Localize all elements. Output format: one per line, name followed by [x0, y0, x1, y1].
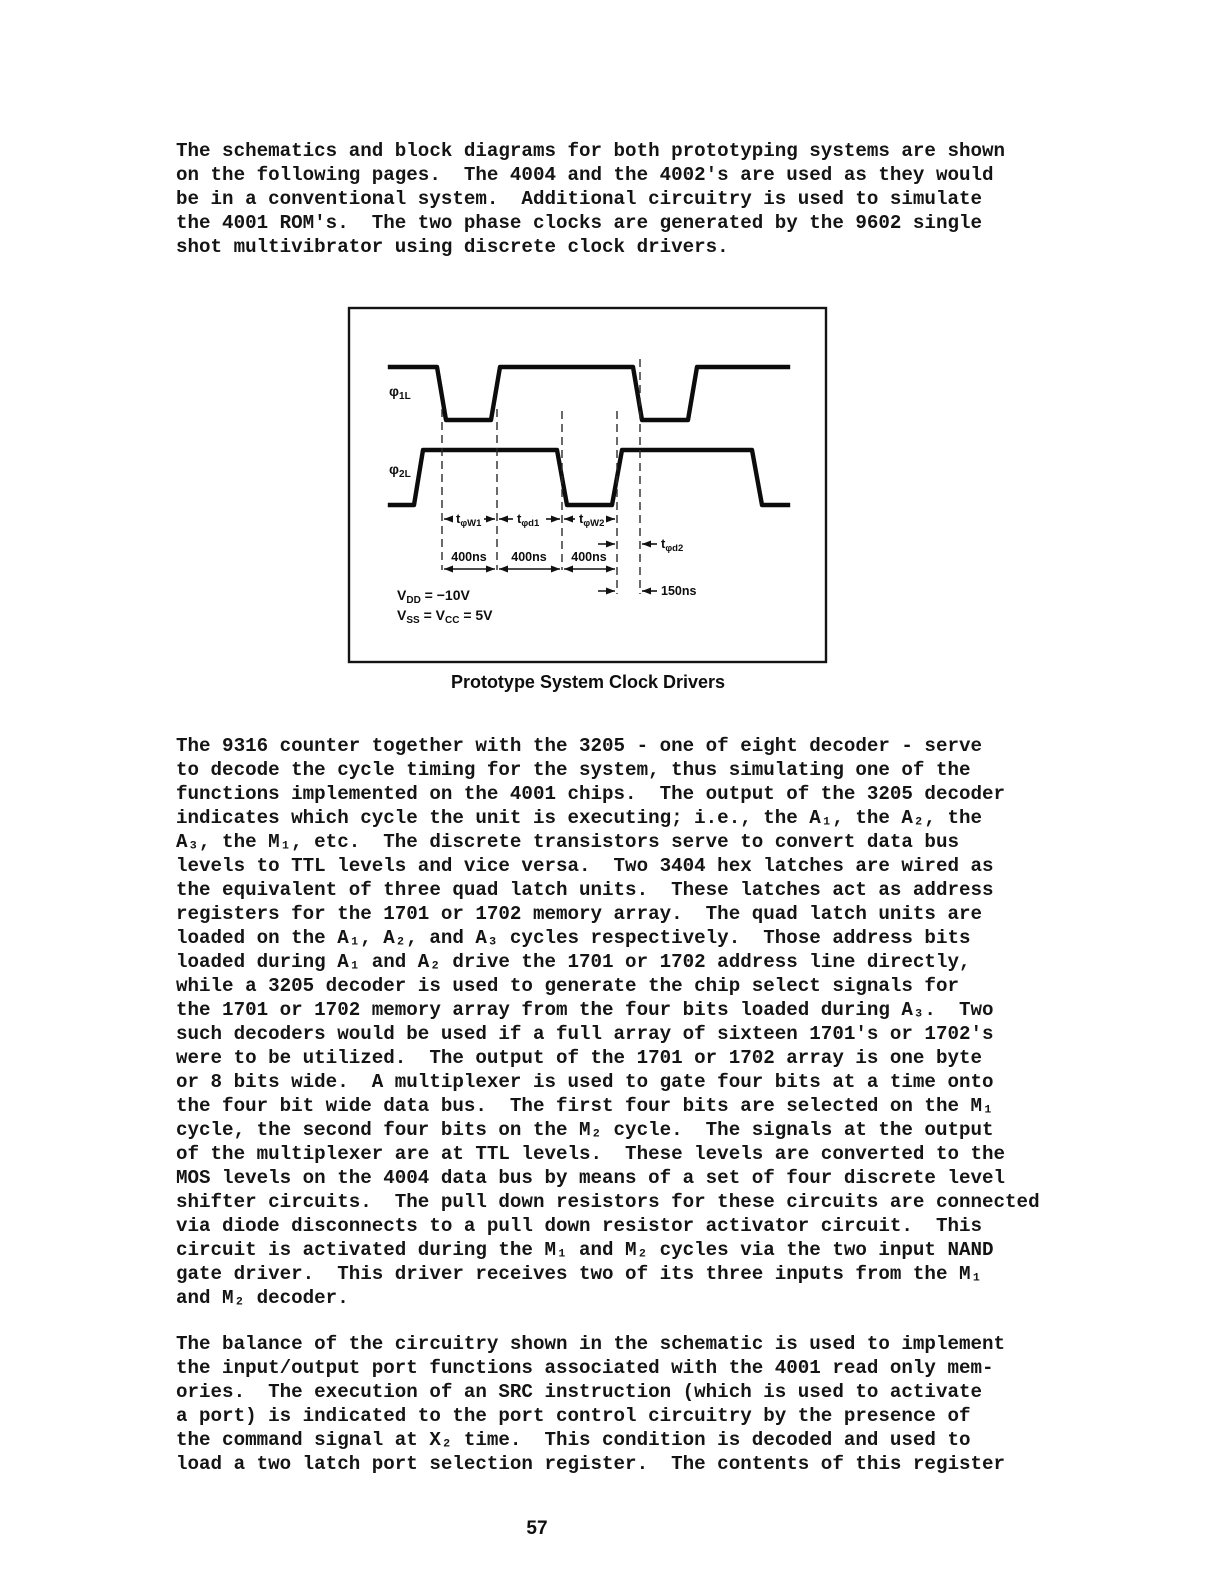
paragraph-io-ports — [176, 1332, 1005, 1476]
text-line: cycle, the second four bits on the M₂ cycle. The signals at the output — [176, 1119, 994, 1141]
text-line: shot multivibrator using discrete clock drivers. — [176, 236, 729, 258]
text-line: The 9316 counter together with the 3205 - one of eight decoder - serve — [176, 735, 983, 757]
text-line: The schematics and block diagrams for both prototyping systems are shown — [176, 140, 1006, 162]
text-line: or 8 bits wide. A multiplexer is used to gate four bits at a time onto — [176, 1071, 994, 1093]
duration-400ns-3: 400ns — [571, 550, 607, 564]
text-line: levels to TTL levels and vice versa. Two 3404 hex latches are wired as — [176, 855, 994, 877]
text-line: the 4001 ROM's. The two phase clocks are generated by the 9602 single — [176, 212, 983, 234]
text-line: via diode disconnects to a pull down resistor activator circuit. This — [176, 1215, 983, 1237]
text-line: functions implemented on the 4001 chips. The output of the 3205 decoder — [176, 783, 1006, 805]
text-line: load a two latch port selection register. The contents of this register — [176, 1453, 1006, 1475]
paragraph-intro — [176, 139, 1005, 259]
delay-150ns-label: 150ns — [661, 584, 697, 598]
text-line: the 1701 or 1702 memory array from the four bits loaded during A₃. Two — [176, 999, 994, 1021]
text-line: circuit is activated during the M₁ and M₂ cycles via the two input NAND — [176, 1239, 994, 1261]
t-phi-w2-label: tφW2 — [579, 511, 605, 529]
page-number: 57 — [526, 1518, 548, 1539]
text-line: A₃, the M₁, etc. The discrete transistors serve to convert data bus — [176, 831, 959, 853]
text-line: to decode the cycle timing for the system, thus simulating one of the — [176, 759, 971, 781]
vss-note: VSS = VCC = 5V — [397, 607, 493, 626]
t-phi-d1-label: tφd1 — [517, 511, 540, 529]
text-line: the equivalent of three quad latch units. These latches act as address — [176, 879, 994, 901]
phi1-label: φ1L — [389, 383, 411, 402]
duration-400ns-2: 400ns — [511, 550, 547, 564]
text-line: on the following pages. The 4004 and the 4002's are used as they would — [176, 164, 994, 186]
phi1-waveform — [390, 367, 788, 420]
paragraph-main — [176, 734, 1040, 1310]
text-line: a port) is indicated to the port control circuitry by the presence of — [176, 1405, 971, 1427]
text-line: gate driver. This driver receives two of its three inputs from the M₁ — [176, 1263, 983, 1285]
vdd-note: VDD = −10V — [397, 587, 470, 606]
text-line: loaded during A₁ and A₂ drive the 1701 or 1702 address line directly, — [176, 951, 971, 973]
text-line: and M₂ decoder. — [176, 1287, 349, 1309]
text-line: be in a conventional system. Additional circuitry is used to simulate — [176, 188, 983, 210]
figure-caption: Prototype System Clock Drivers — [450, 672, 726, 692]
text-line: the command signal at X₂ time. This condition is decoded and used to — [176, 1429, 971, 1451]
text-line: the input/output port functions associated with the 4001 read only mem- — [176, 1357, 994, 1379]
text-line: MOS levels on the 4004 data bus by means of a set of four discrete level — [176, 1167, 1006, 1189]
text-line: indicates which cycle the unit is executing; i.e., the A₁, the A₂, the — [176, 807, 983, 829]
text-line: registers for the 1701 or 1702 memory array. The quad latch units are — [176, 903, 983, 925]
text-line: such decoders would be used if a full array of sixteen 1701's or 1702's — [176, 1023, 994, 1045]
text-line: The balance of the circuitry shown in the schematic is used to implement — [176, 1333, 1006, 1355]
phi2-label: φ2L — [389, 461, 411, 480]
text-line: the four bit wide data bus. The first four bits are selected on the M₁ — [176, 1095, 994, 1117]
t-phi-w1-label: tφW1 — [456, 511, 482, 529]
t-phi-d2-label: tφd2 — [661, 536, 684, 554]
text-line: shifter circuits. The pull down resistors for these circuits are connected — [176, 1191, 1040, 1213]
text-line: of the multiplexer are at TTL levels. These levels are converted to the — [176, 1143, 1006, 1165]
phi2-waveform — [390, 450, 788, 505]
text-line: while a 3205 decoder is used to generate the chip select signals for — [176, 975, 959, 997]
clock-timing-figure — [346, 305, 830, 665]
text-line: ories. The execution of an SRC instruction (which is used to activate — [176, 1381, 983, 1403]
text-line: loaded on the A₁, A₂, and A₃ cycles respectively. Those address bits — [176, 927, 971, 949]
duration-400ns-1: 400ns — [451, 550, 487, 564]
text-line: were to be utilized. The output of the 1701 or 1702 array is one byte — [176, 1047, 983, 1069]
